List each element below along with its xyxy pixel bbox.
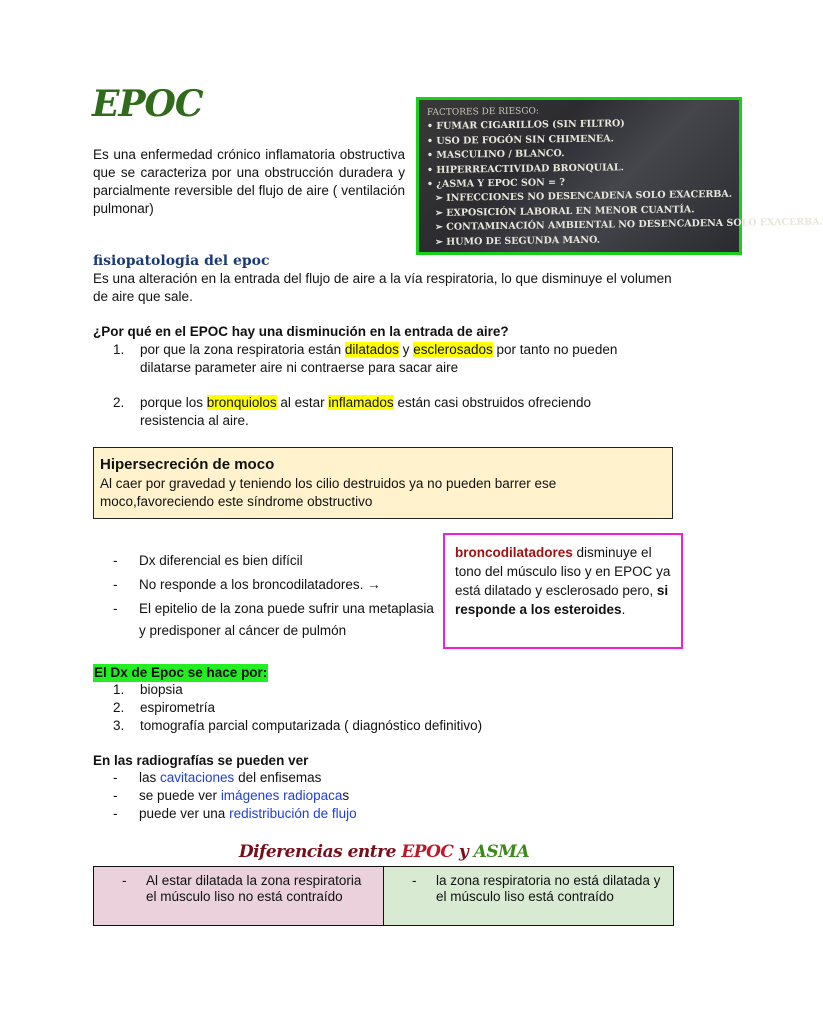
title-run: Diferencias entre <box>238 842 402 862</box>
text-run: se puede ver <box>139 788 221 803</box>
text-run: y <box>398 342 414 357</box>
asma-cell-text: la zona respiratoria no está dilatada y el músculo liso está contraído <box>436 873 661 904</box>
dash: - <box>113 601 118 616</box>
photo-line: ➢ INFECCIONES NO DESENCADENA SOLO EXACERBA. <box>434 189 733 205</box>
list-text: espirometría <box>140 700 216 715</box>
epoc-cell-text: Al estar dilatada la zona respiratoria el músculo liso no está contraído <box>146 873 362 904</box>
dash: - <box>113 806 118 821</box>
dash: - <box>113 577 118 592</box>
moco-box <box>93 447 673 519</box>
list-text: Dx diferencial es bien difícil <box>139 553 303 568</box>
list-item <box>113 574 443 596</box>
asma-cell <box>384 867 673 925</box>
text-run: por que la zona respiratoria están <box>140 342 345 357</box>
dash-list <box>113 550 443 642</box>
list-text: No responde a los broncodilatadores. → <box>139 577 381 592</box>
photo-line: ➢ CONTAMINACIÓN AMBIENTAL NO DESENCADENA SOLO EXACERBA. <box>434 216 823 234</box>
photo-line: FACTORES DE RIESGO: <box>426 106 539 118</box>
text-run: s <box>342 788 350 803</box>
text-run: puede ver una <box>139 806 230 821</box>
rx-heading: En las radiografías se pueden ver <box>93 753 309 768</box>
moco-heading: Hipersecreción de moco <box>100 456 275 473</box>
list-number: 2. <box>113 700 125 715</box>
moco-text: Al caer por gravedad y teniendo los cilio destruidos ya no pueden barrer ese moco,favoreciendo este síndrome obstructivo <box>100 476 557 509</box>
bronco-bold: si responde a los esteroides <box>455 583 669 617</box>
dx-heading: El Dx de Epoc se hace por: <box>94 665 268 680</box>
risk-factors-photo <box>416 97 823 255</box>
list-item <box>113 681 653 699</box>
rx-list <box>113 769 513 823</box>
page-title: EPOC <box>92 83 203 125</box>
intro-paragraph: Es una enfermedad crónico inflamatoria obstructiva que se caracteriza por una obstrucción duradera y parcialmente reversible del flujo de aire ( ventilación pulmonar) <box>93 147 405 216</box>
text-run: por tanto no pueden dilatarse parameter aire ni contraerse para sacar aire <box>140 342 618 375</box>
list-item <box>113 550 443 572</box>
list-text: biopsia <box>140 682 183 697</box>
title-asma: ASMA <box>473 842 530 862</box>
photo-line: • ¿ASMA Y EPOC SON = ? <box>426 177 566 191</box>
bronco-text: disminuye el tono del músculo liso y en EPOC ya está dilatado y esclerosado pero, <box>455 545 671 598</box>
list-text <box>140 341 653 377</box>
fisio-text: Es una alteración en la entrada del flujo de aire a la vía respiratoria, lo que disminuye el volumen de aire que sale. <box>93 271 672 304</box>
highlight: dilatados <box>344 342 399 357</box>
photo-line: • FUMAR CIGARILLOS (SIN FILTRO) <box>426 118 625 133</box>
diferencias-title <box>0 840 768 864</box>
text-run: las <box>139 770 161 785</box>
list-number: 2. <box>113 395 125 410</box>
text-run: del enfisemas <box>234 770 322 785</box>
list-item <box>113 699 653 717</box>
highlight: inflamados <box>328 395 394 410</box>
list-item <box>113 394 653 430</box>
list-number: 3. <box>113 718 125 733</box>
dash: - <box>113 553 118 568</box>
dx-list <box>113 681 653 735</box>
title-epoc: EPOC <box>401 842 454 862</box>
bronco-end: . <box>621 602 626 617</box>
blue-term: redistribución de flujo <box>229 806 357 821</box>
list-item <box>113 341 653 377</box>
list-text <box>140 394 653 430</box>
list-number: 1. <box>113 682 125 697</box>
dash: - <box>412 873 417 888</box>
photo-line: • MASCULINO / BLANCO. <box>426 148 565 162</box>
list-item <box>113 787 513 805</box>
dash: - <box>113 788 118 803</box>
photo-line: ➢ EXPOSICIÓN LABORAL EN MENOR CUANTÍA. <box>434 204 695 219</box>
text-run: están casi obstruidos ofreciendo resistencia al aire. <box>140 395 592 428</box>
dash: - <box>122 873 127 888</box>
text-run: al estar <box>276 395 329 410</box>
list-item <box>113 598 443 642</box>
photo-line: • USO DE FOGÓN SIN CHIMENEA. <box>426 133 614 147</box>
photo-line: • HIPERREACTIVIDAD BRONQUIAL. <box>426 161 624 176</box>
epoc-cell <box>94 867 384 925</box>
dash: - <box>113 770 118 785</box>
diferencias-table <box>93 866 674 926</box>
list-item <box>113 717 653 735</box>
question-heading: ¿Por qué en el EPOC hay una disminución en la entrada de aire? <box>93 324 509 339</box>
highlight: esclerosados <box>413 342 493 357</box>
list-item <box>113 769 513 787</box>
title-run: y <box>453 842 474 862</box>
list-item <box>113 805 513 823</box>
list-text: tomografía parcial computarizada ( diagnóstico definitivo) <box>140 718 483 733</box>
bronco-keyword: broncodilatadores <box>455 545 573 560</box>
blue-term: imágenes radiopaca <box>220 788 343 803</box>
blue-term: cavitaciones <box>160 770 235 785</box>
list-number: 1. <box>113 342 125 357</box>
fisio-heading: fisiopatologia del epoc <box>93 253 270 269</box>
highlight: bronquiolos <box>206 395 277 410</box>
bronco-box <box>443 533 683 649</box>
text-run: porque los <box>140 395 207 410</box>
list-text: El epitelio de la zona puede sufrir una metaplasia y predisponer al cáncer de pulmón <box>139 601 434 638</box>
photo-line: ➢ HUMO DE SEGUNDA MANO. <box>434 234 601 248</box>
